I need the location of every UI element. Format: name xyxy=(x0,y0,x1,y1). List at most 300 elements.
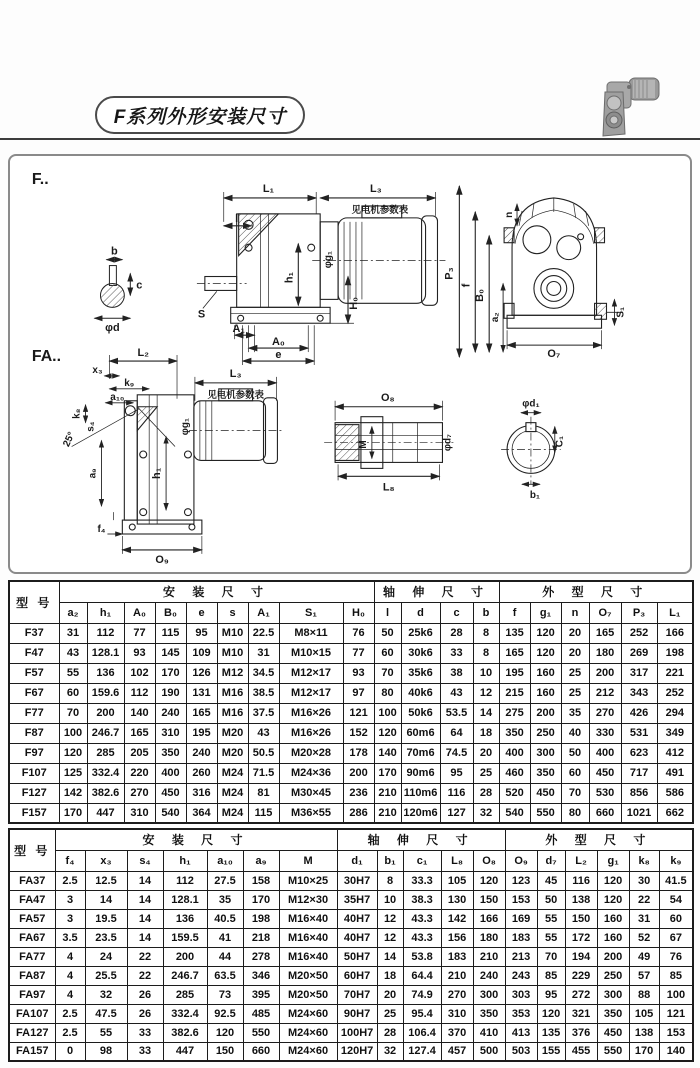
value-cell: 400 xyxy=(589,743,621,763)
value-cell: M12×17 xyxy=(279,683,343,703)
dim-label-h1: h₁ xyxy=(283,271,296,284)
column-header: H₀ xyxy=(343,602,374,623)
value-cell: 23.5 xyxy=(85,928,127,947)
value-cell: 294 xyxy=(657,703,693,723)
value-cell: 88 xyxy=(629,985,659,1004)
value-cell: 250 xyxy=(530,723,561,743)
value-cell: 112 xyxy=(87,623,124,643)
value-cell: 100 xyxy=(374,703,401,723)
value-cell: 14 xyxy=(377,947,403,966)
table-row xyxy=(9,623,693,643)
value-cell: M12×30 xyxy=(279,890,337,909)
value-cell: 138 xyxy=(565,890,597,909)
value-cell: 120 xyxy=(374,723,401,743)
dim-label-M: M xyxy=(357,440,369,449)
value-cell: 856 xyxy=(621,783,657,803)
value-cell: 158 xyxy=(243,871,279,890)
column-header: d₇ xyxy=(537,850,565,871)
value-cell: 166 xyxy=(657,623,693,643)
value-cell: 50 xyxy=(374,623,401,643)
table-row xyxy=(9,928,693,947)
value-cell: M36×55 xyxy=(279,803,343,823)
value-cell: 317 xyxy=(621,663,657,683)
value-cell: 123 xyxy=(505,871,537,890)
column-header: s xyxy=(217,602,248,623)
value-cell: 33 xyxy=(127,1023,163,1042)
value-cell: 540 xyxy=(155,803,186,823)
value-cell: 3.5 xyxy=(55,928,85,947)
value-cell: 131 xyxy=(186,683,217,703)
value-cell: 24 xyxy=(85,947,127,966)
model-cell: F47 xyxy=(9,643,59,663)
value-cell: M24 xyxy=(217,763,248,783)
value-cell: 660 xyxy=(243,1042,279,1061)
value-cell: 662 xyxy=(657,803,693,823)
value-cell: 160 xyxy=(597,928,629,947)
value-cell: 40H7 xyxy=(337,909,377,928)
column-header: O₉ xyxy=(505,850,537,871)
value-cell: 50 xyxy=(561,743,589,763)
dim-label-e: e xyxy=(275,349,282,362)
value-cell: 40H7 xyxy=(337,928,377,947)
table-row xyxy=(9,890,693,909)
column-header: g₁ xyxy=(597,850,629,871)
dim-label-S: S xyxy=(197,308,206,321)
dim-label-s4: s₄ xyxy=(85,421,97,432)
value-cell: 85 xyxy=(659,966,693,985)
value-cell: 60 xyxy=(659,909,693,928)
dim-label-O7: O₇ xyxy=(547,348,561,361)
value-cell: 170 xyxy=(155,663,186,683)
value-cell: 31 xyxy=(248,643,279,663)
value-cell: 183 xyxy=(441,947,473,966)
value-cell: 246.7 xyxy=(87,723,124,743)
value-cell: 120 xyxy=(530,623,561,643)
value-cell: 165 xyxy=(124,723,155,743)
value-cell: 1021 xyxy=(621,803,657,823)
value-cell: 25 xyxy=(561,663,589,683)
value-cell: 4 xyxy=(55,985,85,1004)
value-cell: 250 xyxy=(597,966,629,985)
value-cell: M20×28 xyxy=(279,743,343,763)
value-cell: 10 xyxy=(377,890,403,909)
value-cell: 240 xyxy=(155,703,186,723)
value-cell: 40.5 xyxy=(207,909,243,928)
value-cell: 70 xyxy=(374,663,401,683)
column-header: b xyxy=(473,602,499,623)
value-cell: 52 xyxy=(629,928,659,947)
value-cell: 14 xyxy=(127,890,163,909)
value-cell: 450 xyxy=(155,783,186,803)
value-cell: 95 xyxy=(440,763,473,783)
value-cell: M24 xyxy=(217,803,248,823)
value-cell: 25k6 xyxy=(401,623,440,643)
value-cell: 85 xyxy=(537,966,565,985)
value-cell: 120 xyxy=(59,743,87,763)
value-cell: M16 xyxy=(217,683,248,703)
value-cell: 447 xyxy=(163,1042,207,1061)
value-cell: 31 xyxy=(59,623,87,643)
value-cell: 32 xyxy=(377,1042,403,1061)
value-cell: 140 xyxy=(124,703,155,723)
dim-label-O9: O₉ xyxy=(155,553,169,566)
column-header: L₁ xyxy=(657,602,693,623)
value-cell: 426 xyxy=(621,703,657,723)
value-cell: M24×60 xyxy=(279,1004,337,1023)
value-cell: 450 xyxy=(589,763,621,783)
value-cell: M20 xyxy=(217,723,248,743)
value-cell: 30 xyxy=(629,871,659,890)
value-cell: 240 xyxy=(186,743,217,763)
value-cell: 447 xyxy=(87,803,124,823)
value-cell: 33 xyxy=(127,1042,163,1061)
value-cell: 4 xyxy=(55,966,85,985)
value-cell: 26 xyxy=(127,985,163,1004)
dim-label-fa-phi-g1: φg₁ xyxy=(179,417,191,436)
model-cell: FA127 xyxy=(9,1023,55,1042)
fa-hollow-shaft-view xyxy=(324,401,453,481)
page-title: F系列外形安装尺寸 xyxy=(95,96,305,134)
dim-label-k8: k₈ xyxy=(71,408,83,419)
value-cell: 120H7 xyxy=(337,1042,377,1061)
value-cell: 121 xyxy=(343,703,374,723)
value-cell: 491 xyxy=(657,763,693,783)
column-header: d xyxy=(401,602,440,623)
value-cell: 80 xyxy=(374,683,401,703)
value-cell: 270 xyxy=(589,703,621,723)
value-cell: 55 xyxy=(537,928,565,947)
value-cell: 350 xyxy=(473,1004,505,1023)
value-cell: 165 xyxy=(499,643,530,663)
value-cell: 159.6 xyxy=(87,683,124,703)
column-header: f₄ xyxy=(55,850,85,871)
value-cell: 586 xyxy=(657,783,693,803)
value-cell: 25 xyxy=(561,683,589,703)
dim-label-phi-d1: φd₁ xyxy=(522,398,540,410)
value-cell: 8 xyxy=(377,871,403,890)
value-cell: 49 xyxy=(629,947,659,966)
value-cell: 215 xyxy=(499,683,530,703)
table-row xyxy=(9,966,693,985)
value-cell: 10 xyxy=(473,663,499,683)
dim-label-P3: P₃ xyxy=(443,267,456,280)
value-cell: 77 xyxy=(343,643,374,663)
value-cell: 22.5 xyxy=(248,623,279,643)
value-cell: 170 xyxy=(374,763,401,783)
dim-label-b1: b₁ xyxy=(529,490,541,502)
value-cell: 152 xyxy=(343,723,374,743)
dim-label-O8: O₈ xyxy=(380,391,395,404)
value-cell: M16×40 xyxy=(279,947,337,966)
column-header: A₀ xyxy=(124,602,155,623)
value-cell: 170 xyxy=(629,1042,659,1061)
value-cell: 30k6 xyxy=(401,643,440,663)
value-cell: 229 xyxy=(565,966,597,985)
value-cell: 136 xyxy=(163,909,207,928)
value-cell: 38 xyxy=(440,663,473,683)
value-cell: 200 xyxy=(87,703,124,723)
value-cell: 105 xyxy=(629,1004,659,1023)
value-cell: 12.5 xyxy=(85,871,127,890)
dim-label-H0: H₀ xyxy=(347,296,360,310)
value-cell: 550 xyxy=(530,803,561,823)
value-cell: 531 xyxy=(621,723,657,743)
section-label-fa: FA.. xyxy=(31,348,62,366)
value-cell: 350 xyxy=(499,723,530,743)
model-cell: FA67 xyxy=(9,928,55,947)
value-cell: 70 xyxy=(561,783,589,803)
value-cell: 412 xyxy=(657,743,693,763)
value-cell: 12 xyxy=(473,683,499,703)
value-cell: 14 xyxy=(127,928,163,947)
value-cell: 150 xyxy=(207,1042,243,1061)
value-cell: 128.1 xyxy=(87,643,124,663)
value-cell: M8×11 xyxy=(279,623,343,643)
value-cell: 120 xyxy=(530,643,561,663)
column-header: B₀ xyxy=(155,602,186,623)
value-cell: 178 xyxy=(343,743,374,763)
value-cell: 210 xyxy=(441,966,473,985)
model-cell: FA87 xyxy=(9,966,55,985)
value-cell: 240 xyxy=(473,966,505,985)
value-cell: 150 xyxy=(473,890,505,909)
value-cell: 550 xyxy=(243,1023,279,1042)
fa-bore-detail xyxy=(501,413,561,485)
value-cell: 25 xyxy=(377,1004,403,1023)
value-cell: M16 xyxy=(217,703,248,723)
value-cell: 50k6 xyxy=(401,703,440,723)
model-cell: FA47 xyxy=(9,890,55,909)
value-cell: 450 xyxy=(597,1023,629,1042)
value-cell: 138 xyxy=(629,1023,659,1042)
value-cell: 28 xyxy=(440,623,473,643)
value-cell: 76 xyxy=(659,947,693,966)
value-cell: 14 xyxy=(473,703,499,723)
value-cell: 95 xyxy=(537,985,565,1004)
value-cell: 120 xyxy=(473,871,505,890)
value-cell: 73 xyxy=(207,985,243,1004)
value-cell: 115 xyxy=(248,803,279,823)
engineering-drawings xyxy=(10,156,690,572)
motor-note-f: 见电机参数表 xyxy=(351,204,409,216)
dim-label-a10: a₁₀ xyxy=(110,391,125,403)
value-cell: 165 xyxy=(589,623,621,643)
model-cell: FA77 xyxy=(9,947,55,966)
value-cell: M20 xyxy=(217,743,248,763)
value-cell: M16×26 xyxy=(279,723,343,743)
dim-label-x3: x₃ xyxy=(92,364,103,376)
value-cell: 353 xyxy=(505,1004,537,1023)
value-cell: 35k6 xyxy=(401,663,440,683)
value-cell: M30×45 xyxy=(279,783,343,803)
column-header: O₈ xyxy=(473,850,505,871)
value-cell: 14 xyxy=(127,871,163,890)
value-cell: 194 xyxy=(565,947,597,966)
value-cell: 260 xyxy=(186,763,217,783)
column-header: a₉ xyxy=(243,850,279,871)
value-cell: M10 xyxy=(217,623,248,643)
value-cell: 457 xyxy=(441,1042,473,1061)
value-cell: 142 xyxy=(441,909,473,928)
value-cell: 269 xyxy=(621,643,657,663)
value-cell: 92.5 xyxy=(207,1004,243,1023)
group-header: 外 型 尺 寸 xyxy=(499,581,693,602)
column-header: g₁ xyxy=(530,602,561,623)
value-cell: 236 xyxy=(343,783,374,803)
group-header: 安 装 尺 寸 xyxy=(59,581,374,602)
value-cell: 170 xyxy=(243,890,279,909)
value-cell: 37.5 xyxy=(248,703,279,723)
column-header: c₁ xyxy=(403,850,441,871)
value-cell: 35 xyxy=(207,890,243,909)
model-column-header: 型 号 xyxy=(9,829,55,871)
value-cell: 8 xyxy=(473,623,499,643)
column-header: f xyxy=(499,602,530,623)
value-cell: 43 xyxy=(59,643,87,663)
dim-label-b: b xyxy=(111,245,118,258)
value-cell: 364 xyxy=(186,803,217,823)
value-cell: 350 xyxy=(155,743,186,763)
value-cell: 120 xyxy=(597,871,629,890)
value-cell: 140 xyxy=(374,743,401,763)
value-cell: 278 xyxy=(243,947,279,966)
value-cell: 150 xyxy=(565,909,597,928)
table-row xyxy=(9,683,693,703)
value-cell: 183 xyxy=(505,928,537,947)
value-cell: 4 xyxy=(55,947,85,966)
value-cell: 370 xyxy=(441,1023,473,1042)
value-cell: 20 xyxy=(473,743,499,763)
dim-label-L3: L₃ xyxy=(369,183,382,196)
dim-label-c: c xyxy=(136,279,143,292)
value-cell: M16×40 xyxy=(279,928,337,947)
value-cell: 330 xyxy=(589,723,621,743)
value-cell: 28 xyxy=(377,1023,403,1042)
value-cell: 159.5 xyxy=(163,928,207,947)
value-cell: 74.5 xyxy=(440,743,473,763)
value-cell: 243 xyxy=(505,966,537,985)
column-header: b₁ xyxy=(377,850,403,871)
value-cell: 25.5 xyxy=(85,966,127,985)
value-cell: 60 xyxy=(561,763,589,783)
value-cell: M10×15 xyxy=(279,643,343,663)
table-row xyxy=(9,871,693,890)
value-cell: 22 xyxy=(629,890,659,909)
value-cell: 14 xyxy=(85,890,127,909)
model-cell: F97 xyxy=(9,743,59,763)
table-row xyxy=(9,985,693,1004)
value-cell: 26 xyxy=(127,1004,163,1023)
value-cell: 180 xyxy=(473,928,505,947)
value-cell: 205 xyxy=(124,743,155,763)
value-cell: 350 xyxy=(597,1004,629,1023)
value-cell: 32 xyxy=(473,803,499,823)
value-cell: 100 xyxy=(659,985,693,1004)
value-cell: 55 xyxy=(85,1023,127,1042)
value-cell: 285 xyxy=(163,985,207,1004)
column-header: k₈ xyxy=(629,850,659,871)
value-cell: 212 xyxy=(589,683,621,703)
value-cell: 2.5 xyxy=(55,871,85,890)
value-cell: 55 xyxy=(537,909,565,928)
value-cell: 198 xyxy=(243,909,279,928)
column-header: s₄ xyxy=(127,850,163,871)
value-cell: 50 xyxy=(537,890,565,909)
value-cell: 135 xyxy=(537,1023,565,1042)
value-cell: 67 xyxy=(659,928,693,947)
value-cell: 43.3 xyxy=(403,928,441,947)
table-row xyxy=(9,643,693,663)
value-cell: 120m6 xyxy=(401,803,440,823)
value-cell: 450 xyxy=(530,783,561,803)
column-header: A₁ xyxy=(248,602,279,623)
value-cell: 3 xyxy=(55,890,85,909)
value-cell: M20×50 xyxy=(279,966,337,985)
value-cell: 165 xyxy=(186,703,217,723)
value-cell: 303 xyxy=(505,985,537,1004)
value-cell: 57 xyxy=(629,966,659,985)
value-cell: 660 xyxy=(589,803,621,823)
motor-note-fa: 见电机参数表 xyxy=(207,389,264,401)
value-cell: 40 xyxy=(561,723,589,743)
value-cell: 76 xyxy=(343,623,374,643)
dim-label-phi-d7: φd₇ xyxy=(442,433,454,452)
value-cell: 321 xyxy=(565,1004,597,1023)
f-rear-view xyxy=(459,186,622,357)
value-cell: 400 xyxy=(155,763,186,783)
column-header: k₉ xyxy=(659,850,693,871)
value-cell: 43 xyxy=(440,683,473,703)
value-cell: 172 xyxy=(565,928,597,947)
value-cell: 40k6 xyxy=(401,683,440,703)
value-cell: 80 xyxy=(561,803,589,823)
value-cell: 343 xyxy=(621,683,657,703)
value-cell: 2.5 xyxy=(55,1004,85,1023)
dim-label-angle25: 25° xyxy=(61,430,78,449)
value-cell: 135 xyxy=(499,623,530,643)
value-cell: 153 xyxy=(505,890,537,909)
value-cell: 95.4 xyxy=(403,1004,441,1023)
model-cell: F77 xyxy=(9,703,59,723)
value-cell: 156 xyxy=(441,928,473,947)
value-cell: 200 xyxy=(163,947,207,966)
value-cell: 275 xyxy=(499,703,530,723)
value-cell: 47.5 xyxy=(85,1004,127,1023)
value-cell: M10×25 xyxy=(279,871,337,890)
value-cell: 200 xyxy=(597,947,629,966)
value-cell: 44 xyxy=(207,947,243,966)
table-row xyxy=(9,803,693,823)
value-cell: 43 xyxy=(248,723,279,743)
dim-label-a2: a₂ xyxy=(490,312,502,323)
value-cell: 200 xyxy=(589,663,621,683)
value-cell: 400 xyxy=(499,743,530,763)
value-cell: 332.4 xyxy=(163,1004,207,1023)
value-cell: 98 xyxy=(85,1042,127,1061)
value-cell: 71.5 xyxy=(248,763,279,783)
dimension-table-fa xyxy=(8,828,694,1062)
value-cell: 31 xyxy=(629,909,659,928)
f-shaft-section-detail xyxy=(95,260,131,319)
value-cell: M20×50 xyxy=(279,985,337,1004)
dim-label-fa-h1: h₁ xyxy=(151,467,164,479)
value-cell: 128.1 xyxy=(163,890,207,909)
value-cell: 22 xyxy=(127,966,163,985)
value-cell: 190 xyxy=(155,683,186,703)
value-cell: 70 xyxy=(59,703,87,723)
model-cell: FA57 xyxy=(9,909,55,928)
value-cell: 55 xyxy=(59,663,87,683)
